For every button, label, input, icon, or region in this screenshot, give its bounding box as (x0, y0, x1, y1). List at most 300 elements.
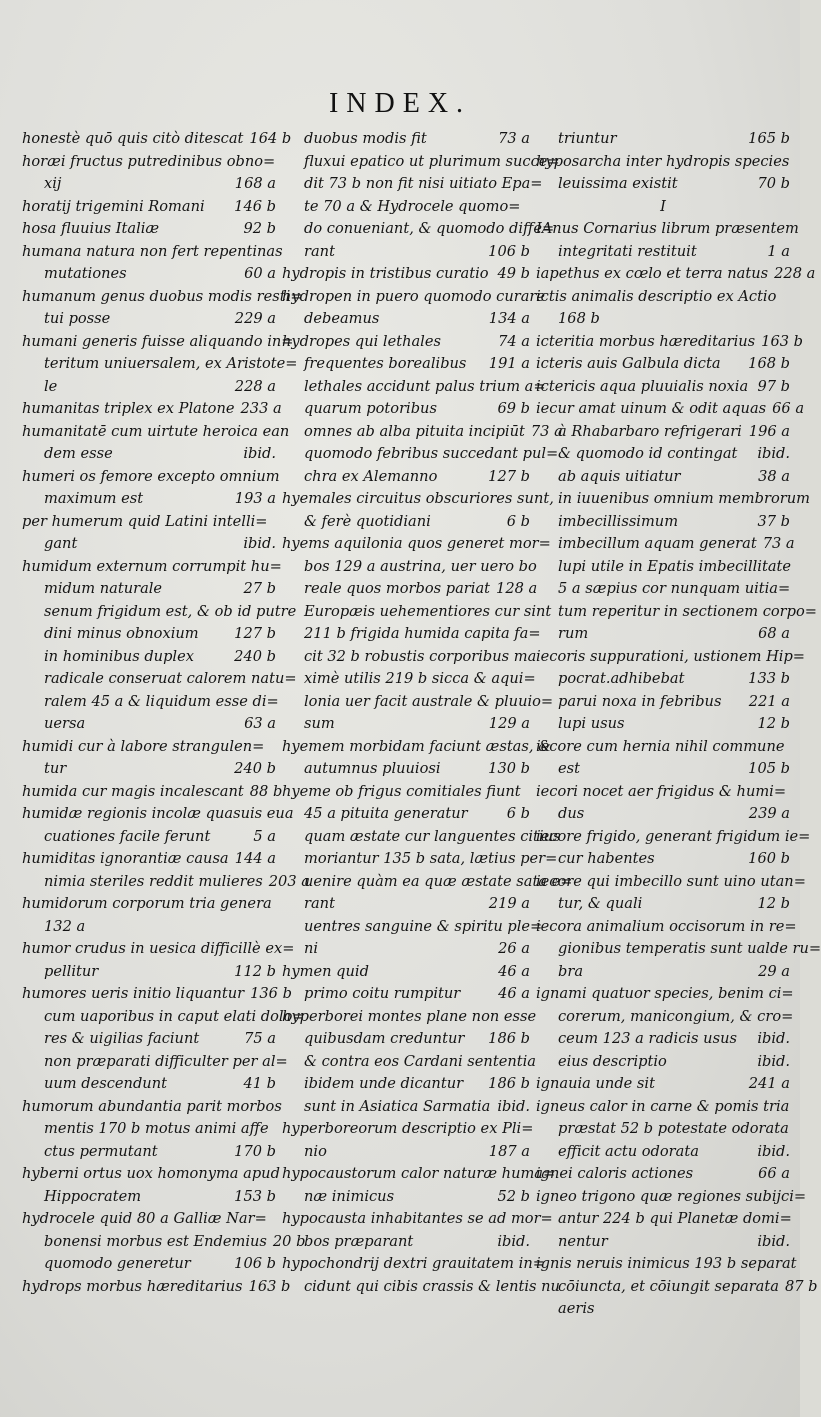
index-entry-line (536, 1118, 790, 1141)
entry-text: hyposarcha inter hydropis species (536, 152, 790, 170)
page-reference: 168 a (234, 175, 276, 192)
index-entry-line (282, 623, 541, 646)
entry-text: lupi usus (558, 715, 625, 732)
entry-text: dem esse (44, 445, 113, 462)
index-entry-line (282, 713, 530, 736)
entry-text: & ferè quotidiani (304, 512, 431, 530)
entry-text: quomodo febribus succedant pul= (304, 445, 559, 462)
index-entry-line (22, 1163, 280, 1186)
page-reference: 37 b (757, 512, 790, 530)
index-entry-line (22, 376, 276, 399)
index-entry-line (22, 398, 282, 421)
index-entry-line (22, 691, 279, 714)
index-entry-line (536, 1096, 790, 1119)
entry-text: hydropis in tristibus curatio (282, 265, 489, 282)
index-entry-line (282, 308, 530, 331)
page-reference: 112 b (234, 962, 276, 980)
page-reference: 26 a (498, 940, 530, 957)
entry-text: cuationes facile ferunt (44, 827, 211, 845)
index-entry-line (536, 848, 790, 871)
entry-text: hyperboreorum descriptio ex Pli= (282, 1120, 534, 1137)
page-reference: 106 b (234, 1255, 276, 1272)
entry-text: 211 b frigida humida capita fa= (304, 625, 541, 642)
page-reference: 153 b (234, 1187, 276, 1205)
page-reference: ibid. (497, 1232, 530, 1250)
page-reference: 127 b (234, 625, 276, 642)
entry-text: humida cur magis incalescant (22, 782, 244, 800)
page-reference: 168 b (748, 355, 790, 372)
index-entry-line (536, 511, 790, 534)
index-entry-line (22, 803, 294, 826)
index-entry-line (282, 533, 551, 556)
page-reference: 60 a (244, 265, 276, 282)
entry-text: uentres sanguine & spiritu ple= (304, 917, 543, 935)
page-reference: 5 a (253, 827, 276, 845)
entry-text: cit 32 b robustis corporibus ma (304, 647, 537, 665)
page-reference: 1 a (767, 242, 790, 260)
entry-text: autumnus pluuiosi (304, 760, 441, 777)
page-reference: 219 a (488, 895, 530, 912)
entry-text: humana natura non fert repentinas (22, 242, 283, 260)
index-entry-line (22, 916, 276, 939)
page-reference: 41 b (243, 1075, 276, 1092)
entry-text: hyberni ortus uox homonyma apud (22, 1165, 280, 1182)
page-reference: 165 b (748, 130, 790, 147)
entry-text: ignauia unde sit (536, 1075, 655, 1092)
index-entry-line (22, 578, 276, 601)
entry-text: do conueniant, & quomodo diffe= (304, 220, 555, 237)
entry-text: hydrocele quid 80 a Galliæ Nar= (22, 1210, 267, 1227)
index-entry-line (536, 893, 790, 916)
entry-text: nimia steriles reddit mulieres (44, 872, 263, 890)
index-entry-line (282, 1073, 530, 1096)
entry-text: hyperborei montes plane non esse (282, 1007, 537, 1025)
index-entry-line (22, 196, 276, 219)
entry-text: humani generis fuisse aliquando in= (22, 332, 294, 350)
index-entry-line (536, 601, 817, 624)
page-reference: 29 a (758, 962, 790, 980)
entry-text: res & uigilias faciunt (44, 1030, 200, 1047)
entry-text: iecore qui imbecillo sunt uino utan= (536, 872, 806, 890)
index-entry-line (536, 826, 811, 849)
index-entry-line (22, 961, 276, 984)
index-entry-line (282, 983, 530, 1006)
index-entry-line (22, 1096, 282, 1119)
entry-text: omnes ab alba pituita incipiūt (304, 422, 525, 440)
entry-text: I (660, 197, 666, 215)
entry-text: moriantur 135 b sata, lætius per= (304, 850, 558, 867)
entry-text: lupi utile in Epatis imbecillitate (558, 557, 792, 575)
index-entry-line (282, 1186, 530, 1209)
index-entry-line (536, 1276, 818, 1299)
page-reference: 49 b (497, 265, 530, 282)
page-reference: 203 a (268, 872, 310, 890)
index-entry-line (536, 713, 790, 736)
index-entry-line (536, 1028, 790, 1051)
page-reference: 73 a (498, 130, 530, 147)
entry-text: nentur (558, 1232, 608, 1250)
index-entry-line (536, 398, 805, 421)
index-entry-line (536, 1186, 807, 1209)
entry-text: reale quos morbos pariat (304, 580, 491, 597)
index-entry-line (282, 353, 530, 376)
page-reference: 87 b (784, 1277, 818, 1295)
index-entry-line (536, 736, 790, 759)
index-entry-line (22, 893, 276, 916)
entry-text: humanitas triplex ex Platone (22, 400, 235, 417)
index-entry-line (282, 848, 558, 871)
entry-text: te 70 a & Hydrocele quomo= (304, 197, 521, 215)
index-entry-line (536, 1051, 790, 1074)
page-reference: 193 a (234, 490, 276, 507)
page-reference: 129 a (488, 715, 530, 732)
index-entry-line (282, 286, 546, 309)
entry-text: fluxui epatico ut plurimum succe= (304, 152, 560, 170)
entry-text: ctus permutant (44, 1142, 158, 1160)
index-entry-line (282, 646, 537, 669)
index-entry-line (22, 511, 276, 534)
index-entry-line (22, 353, 298, 376)
entry-text: cidunt qui cibis crassis & lentis nu (304, 1277, 560, 1295)
index-entry-line (282, 331, 530, 354)
entry-text: quibusdam creduntur (304, 1030, 465, 1047)
index-entry-line (282, 1051, 536, 1074)
entry-text: 45 a pituita generatur (304, 805, 468, 822)
entry-text: humanitatē cum uirtute heroica ean (22, 422, 290, 440)
entry-text: corerum, manicongium, & cro= (558, 1007, 794, 1025)
entry-text: præstat 52 b potestate odorata (558, 1120, 789, 1137)
page-reference: 228 a (234, 377, 276, 395)
page-reference: 229 a (234, 310, 276, 327)
page-reference: 196 a (748, 422, 790, 440)
entry-text: senum frigidum est, & ob id putre (44, 602, 297, 620)
index-entry-line (22, 241, 283, 264)
entry-text: næ inimicus (304, 1187, 395, 1205)
page-reference: 240 b (234, 647, 276, 665)
index-entry-line (282, 601, 552, 624)
entry-text: in hominibus duplex (44, 647, 194, 665)
index-entry-line (282, 196, 530, 219)
index-entry-line (22, 488, 276, 511)
index-entry-line (536, 173, 790, 196)
index-entry-line (536, 533, 795, 556)
page-reference: 46 a (498, 962, 530, 980)
entry-text: gionibus temperatis sunt ualde ru= (558, 940, 821, 957)
index-entry-line (282, 1141, 530, 1164)
index-entry-line (22, 1118, 276, 1141)
index-entry-line (22, 646, 276, 669)
entry-text: humeri os femore excepto omnium (22, 467, 280, 485)
page-reference: 69 b (497, 400, 530, 417)
index-entry-line (282, 578, 538, 601)
index-entry-line (22, 308, 276, 331)
page-reference: 74 a (498, 332, 530, 350)
index-entry-line (282, 938, 530, 961)
page-reference: 12 b (757, 895, 790, 912)
entry-text: frequentes borealibus (304, 355, 467, 372)
page-reference: 186 b (488, 1075, 530, 1092)
entry-text: ictericis aqua pluuialis noxia (536, 377, 749, 395)
entry-text: bonensi morbus est Endemius (44, 1232, 267, 1250)
index-entry-line (536, 376, 790, 399)
index-entry-line (22, 421, 290, 444)
index-entry-line (282, 1231, 530, 1254)
index-entry-line (282, 488, 554, 511)
page-reference: ibid. (757, 445, 790, 462)
index-entry-line (536, 151, 790, 174)
entry-text: cur habentes (558, 850, 655, 867)
index-entry-line (282, 1276, 560, 1299)
entry-text: ictis animalis descriptio ex Actio (536, 287, 777, 305)
entry-text: ceum 123 a radicis usus (558, 1030, 737, 1047)
page-reference: ibid. (497, 1097, 530, 1115)
index-entry-line (536, 938, 821, 961)
index-entry-line (282, 1163, 556, 1186)
index-entry-line (282, 893, 530, 916)
index-entry-line (22, 1141, 276, 1164)
entry-text: bos præparant (304, 1232, 414, 1250)
entry-text: humidorum corporum tria genera (22, 895, 272, 912)
entry-text: humidæ regionis incolæ quasuis eua (22, 805, 294, 822)
index-entry-line (22, 713, 276, 736)
entry-text: iecora animalium occisorum in re= (536, 917, 797, 935)
index-entry-line (282, 511, 530, 534)
index-entry-line (22, 781, 283, 804)
page-reference: 73 a (762, 535, 795, 552)
entry-text: imbecillum aquam generat (558, 535, 757, 552)
entry-text: gant (44, 535, 78, 552)
index-entry-line (22, 1006, 305, 1029)
index-entry-line (536, 1006, 794, 1029)
page-reference: 106 b (488, 242, 530, 260)
page-reference: ibid. (243, 445, 276, 462)
entry-text: eius descriptio (558, 1052, 667, 1070)
entry-text: iecori nocet aer frigidus & humi= (536, 782, 787, 800)
page-title: INDEX. (328, 88, 472, 119)
index-entry-line (282, 443, 559, 466)
index-entry-line (536, 578, 790, 601)
index-entry-line (536, 871, 806, 894)
page-reference: 20 b (272, 1232, 306, 1250)
entry-text: rum (558, 625, 589, 642)
page-reference: 240 b (234, 760, 276, 777)
index-entry-line (536, 443, 790, 466)
index-entry-line (22, 1276, 291, 1299)
entry-text: hymen quid (282, 962, 369, 980)
entry-text: pellitur (44, 962, 99, 980)
page-reference: 241 a (748, 1075, 790, 1092)
entry-text: est (558, 760, 580, 777)
entry-text: & quomodo id contingat (558, 445, 738, 462)
index-entry-line (282, 218, 555, 241)
page-reference: 88 b (249, 782, 283, 800)
page-reference: ibid. (757, 1142, 790, 1160)
index-entry-line (22, 218, 276, 241)
index-entry-line (22, 1253, 276, 1276)
index-entry-line (22, 1028, 276, 1051)
index-entry-line (282, 376, 546, 399)
index-entry-line (22, 1186, 276, 1209)
index-entry-line (536, 961, 790, 984)
index-entry-line (536, 421, 790, 444)
page-reference: 144 a (234, 850, 276, 867)
index-entry-line (22, 848, 276, 871)
entry-text: dus (558, 805, 585, 822)
index-entry-line (22, 533, 276, 556)
entry-text: parui noxa in febribus (558, 692, 722, 710)
index-entry-line (22, 286, 303, 309)
index-entry-line (536, 781, 790, 804)
page-reference: 46 a (498, 985, 530, 1002)
page-reference: 239 a (748, 805, 790, 822)
index-entry-line (22, 601, 297, 624)
entry-text: à Rhabarbaro refrigerari (558, 422, 742, 440)
entry-text: hyemem morbidam faciunt æstas, & (282, 737, 552, 755)
index-entry-line (536, 1163, 790, 1186)
index-entry-line (282, 1096, 530, 1119)
index-column-3 (536, 128, 821, 1321)
page-reference: ibid. (757, 1052, 790, 1070)
page-reference: 160 b (748, 850, 790, 867)
page-reference: 128 a (496, 580, 538, 597)
entry-text: hydropen in puero quomodo curare (282, 287, 546, 305)
index-entry-line (536, 1073, 790, 1096)
index-entry-line (536, 1231, 790, 1254)
index-entry-line (282, 826, 561, 849)
entry-text: uersa (44, 715, 86, 732)
index-entry-line (282, 1006, 537, 1029)
entry-text: icteris auis Galbula dicta (536, 355, 721, 372)
entry-text: leuissima existit (558, 175, 678, 192)
entry-text: hyems aquilonia quos generet mor= (282, 535, 551, 552)
entry-text: lethales accidunt palus trium a= (304, 377, 546, 395)
page-reference: 75 a (244, 1030, 276, 1047)
entry-text: uum descendunt (44, 1075, 167, 1092)
index-entry-line (536, 646, 806, 669)
entry-text: hydropes qui lethales (282, 332, 441, 350)
page-reference: 38 a (758, 467, 790, 485)
entry-text: igneo trigono quæ regiones subijci= (536, 1187, 807, 1205)
entry-text: ignis neruis inimicus 193 b separat (536, 1255, 797, 1272)
page-reference: 136 b (250, 985, 292, 1002)
index-entry-line (282, 781, 530, 804)
entry-text: hypocaustorum calor naturæ huma= (282, 1165, 556, 1182)
index-entry-line (536, 758, 790, 781)
index-entry-line (282, 466, 530, 489)
entry-text: mutationes (44, 265, 127, 282)
entry-text: le (44, 377, 58, 395)
entry-text: iapethus ex cœlo et terra natus (536, 265, 769, 282)
index-entry-line (22, 466, 280, 489)
index-entry-line (536, 331, 804, 354)
entry-text: hyeme ob frigus comitiales fiunt (282, 782, 521, 800)
index-entry-line (536, 983, 794, 1006)
page-reference: ibid. (757, 1232, 790, 1250)
entry-text: efficit actu odorata (558, 1142, 699, 1160)
entry-text: uenire quàm ea quæ æstate sata e= (304, 872, 573, 890)
page-reference: 170 b (234, 1142, 276, 1160)
index-entry-line (22, 1208, 276, 1231)
page-reference: 133 b (748, 670, 790, 687)
entry-text: midum naturale (44, 580, 163, 597)
index-entry-line (22, 668, 297, 691)
page-reference: 127 b (488, 467, 530, 485)
entry-text: non præparati difficulter per al= (44, 1052, 288, 1070)
entry-text: Europæis uehementiores cur sint (304, 602, 552, 620)
entry-text: bra (558, 962, 584, 980)
entry-text: ni (304, 940, 319, 957)
entry-text: ab aquis uitiatur (558, 467, 681, 485)
index-entry-line (22, 173, 276, 196)
entry-text: debeamus (304, 310, 380, 327)
entry-text: bos 129 a austrina, uer uero bo (304, 557, 537, 575)
page-reference: 70 b (757, 175, 790, 192)
entry-text: aeris (558, 1300, 595, 1317)
index-entry-line (536, 1141, 790, 1164)
page-reference: 187 a (488, 1142, 530, 1160)
entry-text: xij (44, 175, 62, 192)
index-entry-line (22, 871, 310, 894)
entry-text: horatij trigemini Romani (22, 197, 205, 215)
entry-text: & contra eos Cardani sententia (304, 1052, 536, 1070)
index-entry-line (536, 691, 790, 714)
index-entry-line (282, 241, 530, 264)
page-reference: 27 b (243, 580, 276, 597)
page-reference: 233 a (240, 400, 282, 417)
entry-text: quarum potoribus (304, 400, 437, 417)
index-entry-line (282, 398, 530, 421)
index-entry-line (536, 1208, 790, 1231)
entry-text: humanum genus duobus modis resti= (22, 287, 303, 305)
index-entry-line (282, 916, 543, 939)
entry-text: ibidem unde dicantur (304, 1075, 464, 1092)
entry-text: teritum uniuersalem, ex Aristote= (44, 355, 298, 372)
entry-text: rant (304, 242, 335, 260)
index-entry-line (22, 1051, 288, 1074)
index-entry-line (282, 128, 530, 151)
entry-text: ralem 45 a & liquidum esse di= (44, 692, 279, 710)
index-entry-line (22, 263, 276, 286)
page-reference: 52 b (497, 1187, 530, 1205)
index-entry-line (282, 691, 554, 714)
page-reference: 228 a (774, 265, 816, 282)
index-entry-line (282, 1208, 553, 1231)
page-reference: 221 a (748, 692, 790, 710)
index-entry-line (536, 128, 790, 151)
page-reference: 92 b (243, 220, 276, 237)
index-entry-line (536, 466, 790, 489)
entry-text: hypocausta inhabitantes se ad mor= (282, 1210, 553, 1227)
entry-text: integritati restituit (558, 242, 697, 260)
index-entry-line (22, 1231, 306, 1254)
index-entry-line (22, 623, 276, 646)
page-reference: 6 b (506, 805, 530, 822)
index-entry-line (22, 331, 294, 354)
index-entry-line (282, 803, 530, 826)
index-entry-line (536, 916, 797, 939)
entry-text: in iuuenibus omnium membrorum (558, 490, 810, 507)
index-entry-line (536, 308, 790, 331)
entry-text: pocrat.adhibebat (558, 670, 685, 687)
entry-text: iecur amat uinum & odit aquas (536, 400, 767, 417)
page-reference: 6 b (506, 512, 530, 530)
index-entry-line (536, 286, 790, 309)
entry-text: hyemales circuitus obscuriores sunt, (282, 490, 554, 507)
entry-text: iecoris suppurationi, ustionem Hip= (536, 647, 806, 665)
index-entry-line (536, 556, 790, 579)
entry-text: honestè quō quis citò ditescat (22, 130, 244, 147)
page-reference: 66 a (758, 1165, 790, 1182)
